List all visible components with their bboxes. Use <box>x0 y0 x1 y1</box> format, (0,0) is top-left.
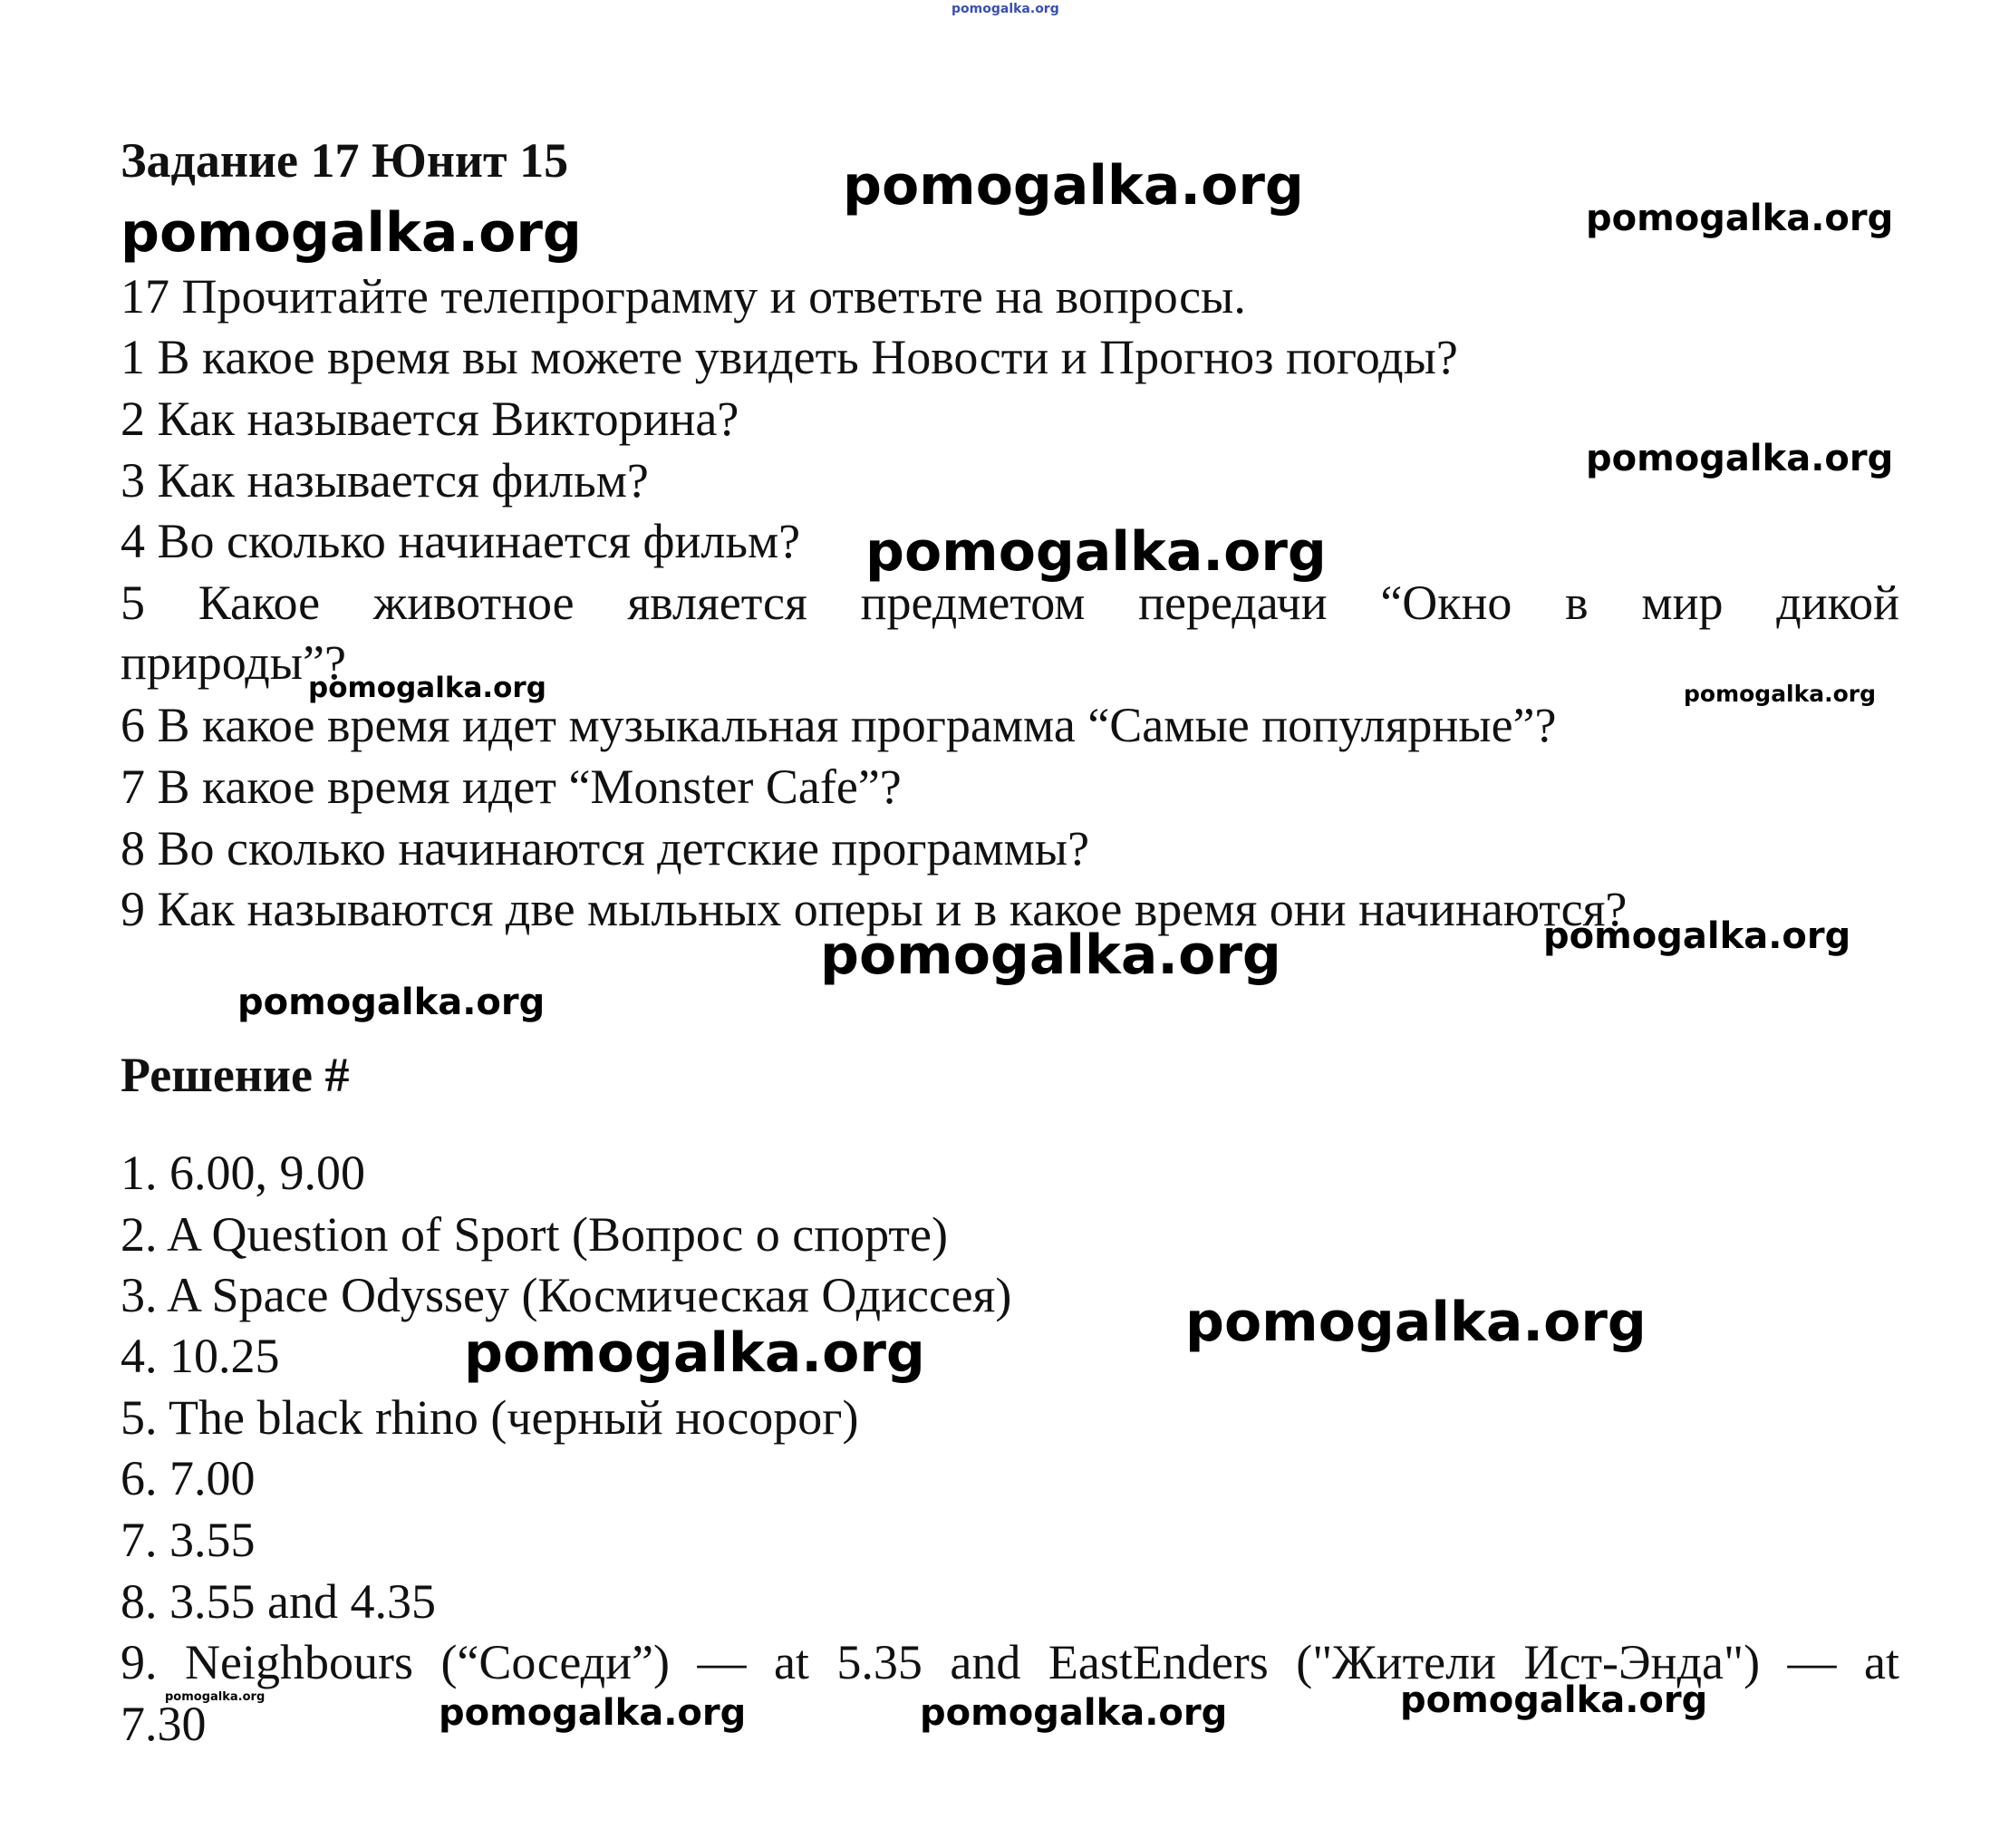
question-4: 4 Во сколько начинается фильм? <box>121 514 801 568</box>
watermark: pomogalka.org <box>1543 915 1851 957</box>
answer-9-continuation: 7.30 <box>121 1697 207 1751</box>
watermark: pomogalka.org <box>121 201 582 265</box>
watermark: pomogalka.org <box>820 924 1281 987</box>
answer-3: 3. A Space Odyssey (Космическая Одиссея) <box>121 1268 1012 1322</box>
watermark: pomogalka.org <box>165 1690 266 1704</box>
question-8: 8 Во сколько начинаются детские программы? <box>121 821 1090 876</box>
header-watermark: pomogalka.org <box>952 2 1059 16</box>
task-intro: 17 Прочитайте телепрограмму и ответьте на вопросы. <box>121 269 1246 324</box>
watermark: pomogalka.org <box>237 982 546 1023</box>
answer-7: 7. 3.55 <box>121 1513 256 1567</box>
question-9: 9 Как называются две мыльных оперы и в какое время они начинаются? <box>121 882 1628 936</box>
watermark: pomogalka.org <box>1185 1291 1647 1354</box>
question-1: 1 В какое время вы можете увидеть Новости и Прогноз погоды? <box>121 330 1458 384</box>
answer-1: 1. 6.00, 9.00 <box>121 1146 365 1200</box>
answer-5: 5. The black rhino (черный носорог) <box>121 1390 859 1445</box>
answer-6: 6. 7.00 <box>121 1451 256 1505</box>
question-7: 7 В какое время идет “Monster Cafe”? <box>121 760 902 814</box>
watermark: pomogalka.org <box>1586 438 1894 479</box>
question-5: 5 Какое животное является предметом передачи “Окно в мир дикой <box>121 576 1899 630</box>
watermark: pomogalka.org <box>1684 681 1877 707</box>
watermark: pomogalka.org <box>920 1692 1228 1734</box>
solution-title: Решение # <box>121 1048 350 1102</box>
question-2: 2 Как называется Викторина? <box>121 392 739 446</box>
watermark: pomogalka.org <box>865 520 1327 584</box>
question-5-continuation: природы”? <box>121 635 346 690</box>
watermark: pomogalka.org <box>843 154 1304 218</box>
question-6: 6 В какое время идет музыкальная программа “Самые популярные”? <box>121 698 1557 752</box>
answer-4: 4. 10.25 <box>121 1329 280 1383</box>
watermark: pomogalka.org <box>308 672 546 704</box>
answer-8: 8. 3.55 and 4.35 <box>121 1574 436 1629</box>
watermark: pomogalka.org <box>1586 198 1894 239</box>
question-3: 3 Как называется фильм? <box>121 453 649 508</box>
answer-2: 2. A Question of Sport (Вопрос о спорте) <box>121 1207 948 1262</box>
watermark: pomogalka.org <box>464 1321 925 1385</box>
watermark: pomogalka.org <box>1400 1679 1708 1721</box>
page-title: Задание 17 Юнит 15 <box>121 133 569 188</box>
answer-9: 9. Neighbours (“Соседи”) — at 5.35 and EastEnders ("Жители Ист-Энда") — at <box>121 1635 1899 1689</box>
watermark: pomogalka.org <box>439 1692 747 1734</box>
